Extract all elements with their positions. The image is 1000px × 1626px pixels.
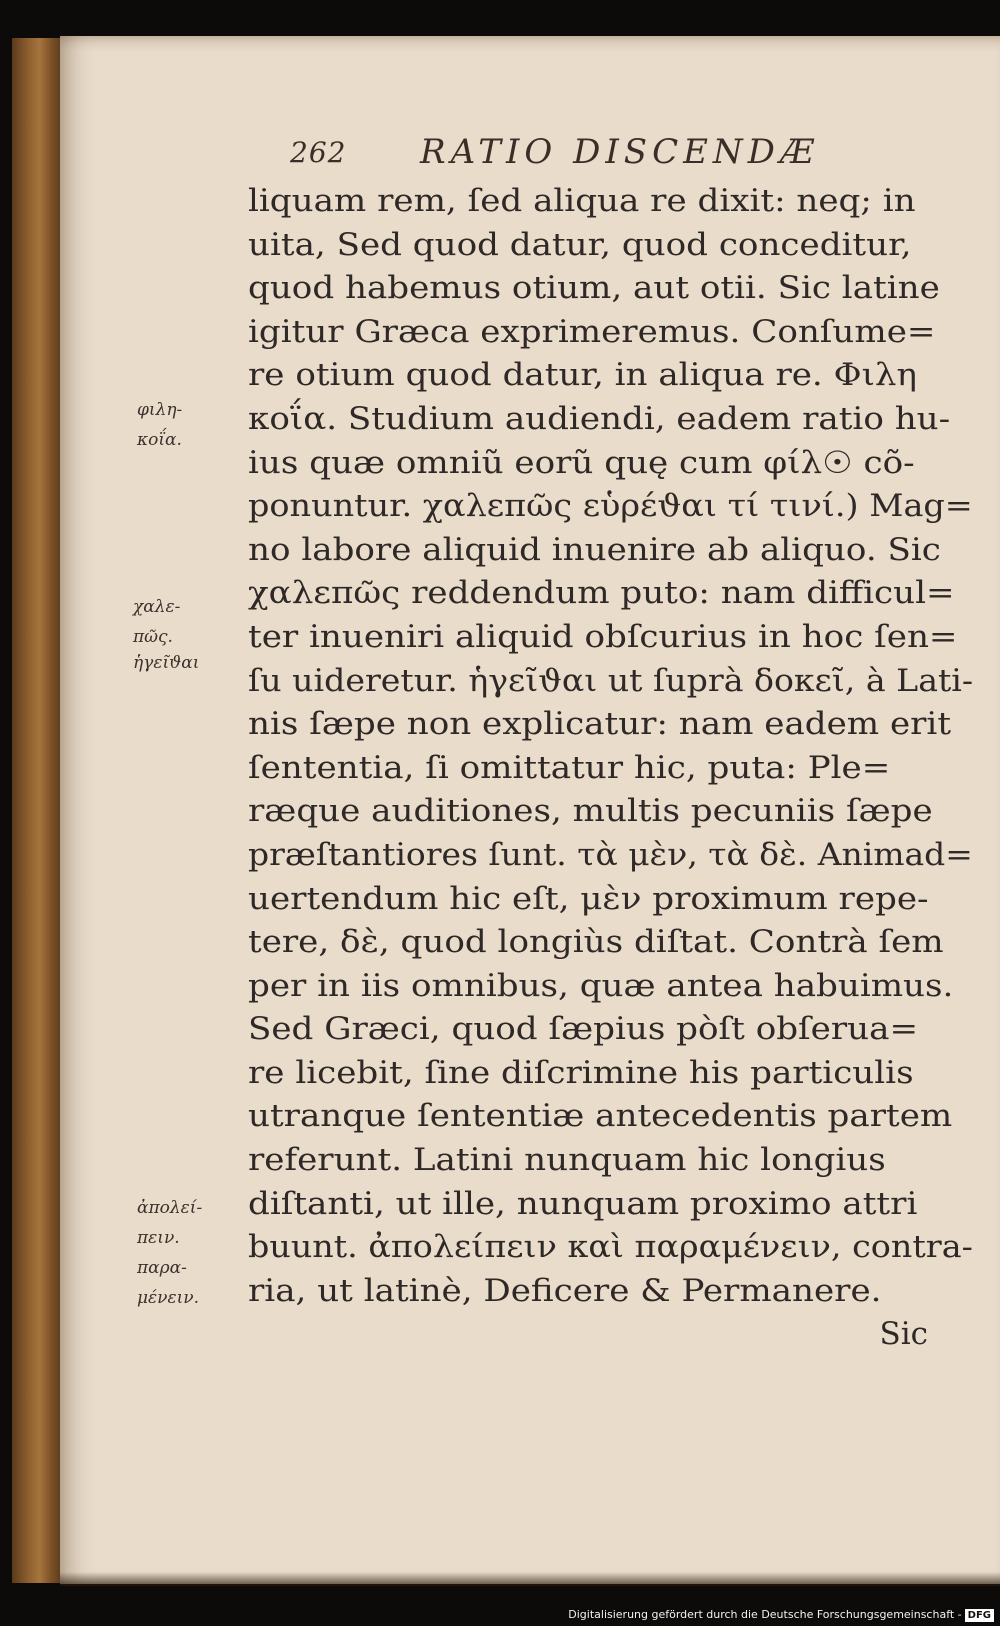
margin-note-line: πειν. [137,1228,180,1248]
credit-text: Digitalisierung gefördert durch die Deutsche Forschungsgemeinschaft - [568,1608,962,1621]
text-line: igitur Græca exprimeremus. Conſume= [248,313,936,350]
margin-note-line: μένειν. [137,1288,200,1308]
dfg-logo: DFG [965,1609,994,1622]
margin-note-line: χαλε- [133,597,181,617]
text-line: κοΐα. Studium audiendi, eadem ratio hu- [248,400,951,437]
text-line: per in iis omnibus, quæ antea habuimus. [248,967,954,1004]
text-line: χαλεπῶς reddendum puto: nam difficul= [248,575,955,612]
text-line: uita, Sed quod datur, quod conceditur, [248,226,912,263]
text-line: tere, δὲ, quod longiùs diſtat. Contrà ſem [248,924,944,961]
text-line: ter inueniri aliquid obſcurius in hoc ſen= [248,618,958,655]
margin-note-hegeisthai [133,648,199,678]
text-line: no labore aliquid inuenire ab aliquo. Sic [248,531,941,568]
text-line: ſu uideretur. ἡγεῖϑαι ut ſuprà δοκεῖ, à Lati- [248,662,973,699]
digitization-credit [568,1608,994,1622]
margin-note-line: φιλη- [137,400,183,420]
text-line: ius quæ omniũ eorũ quę cum φίλ☉ cõ- [248,444,915,481]
text-line: ria, ut latinè, Deficere & Permanere. [248,1272,882,1309]
page-number: 262 [290,136,347,169]
text-line: quod habemus otium, aut otii. Sic latine [248,270,940,307]
text-line: præſtantiores ſunt. τὰ μὲν, τὰ δὲ. Animad= [248,836,973,873]
margin-note-philekoia [137,395,182,455]
text-line: diſtanti, ut ille, nunquam proximo attri [248,1185,918,1222]
text-line: utranque ſententiæ antecedentis partem [248,1098,953,1135]
text-line: nis ſæpe non explicatur: nam eadem erit [248,706,952,743]
text-line: uertendum hic eſt, μὲν proximum repe- [248,880,929,917]
text-line: Sed Græci, quod ſæpius pòſt obſerua= [248,1011,919,1048]
text-line: buunt. ἀπολείπειν καὶ παραμένειν, contra- [248,1229,973,1266]
text-line: re licebit, ſine diſcrimine his particulis [248,1054,914,1091]
text-line: re otium quod datur, in aliqua re. Φιλη [248,357,917,394]
text-line: ponuntur. χαλεπῶς εὑρέϑαι τί τινί.) Mag= [248,488,973,525]
margin-note-line: πῶς. [133,627,173,647]
margin-note-line: κοΐα. [137,430,182,450]
margin-note-chalepos [133,592,180,652]
text-line: liquam rem, ſed aliqua re dixit: neq; in [248,183,916,219]
margin-note-line: ἀπολεί- [137,1198,203,1218]
running-head [290,132,890,172]
margin-note-line: ἡγεῖϑαι [133,653,200,673]
catchword: Sic [879,1316,928,1353]
running-title: RATIO DISCENDÆ [420,132,819,172]
main-text-block [248,180,973,1357]
margin-note-line: παρα- [137,1258,187,1278]
book-spine-edge [12,38,62,1583]
text-line: referunt. Latini nunquam hic longius [248,1142,886,1179]
page-bottom-shadow [60,1572,1000,1586]
text-line: ræque auditiones, multis pecuniis ſæpe [248,793,933,830]
text-line: ſententia, ſi omittatur hic, puta: Ple= [248,749,891,786]
margin-note-apoleipein [137,1193,202,1313]
